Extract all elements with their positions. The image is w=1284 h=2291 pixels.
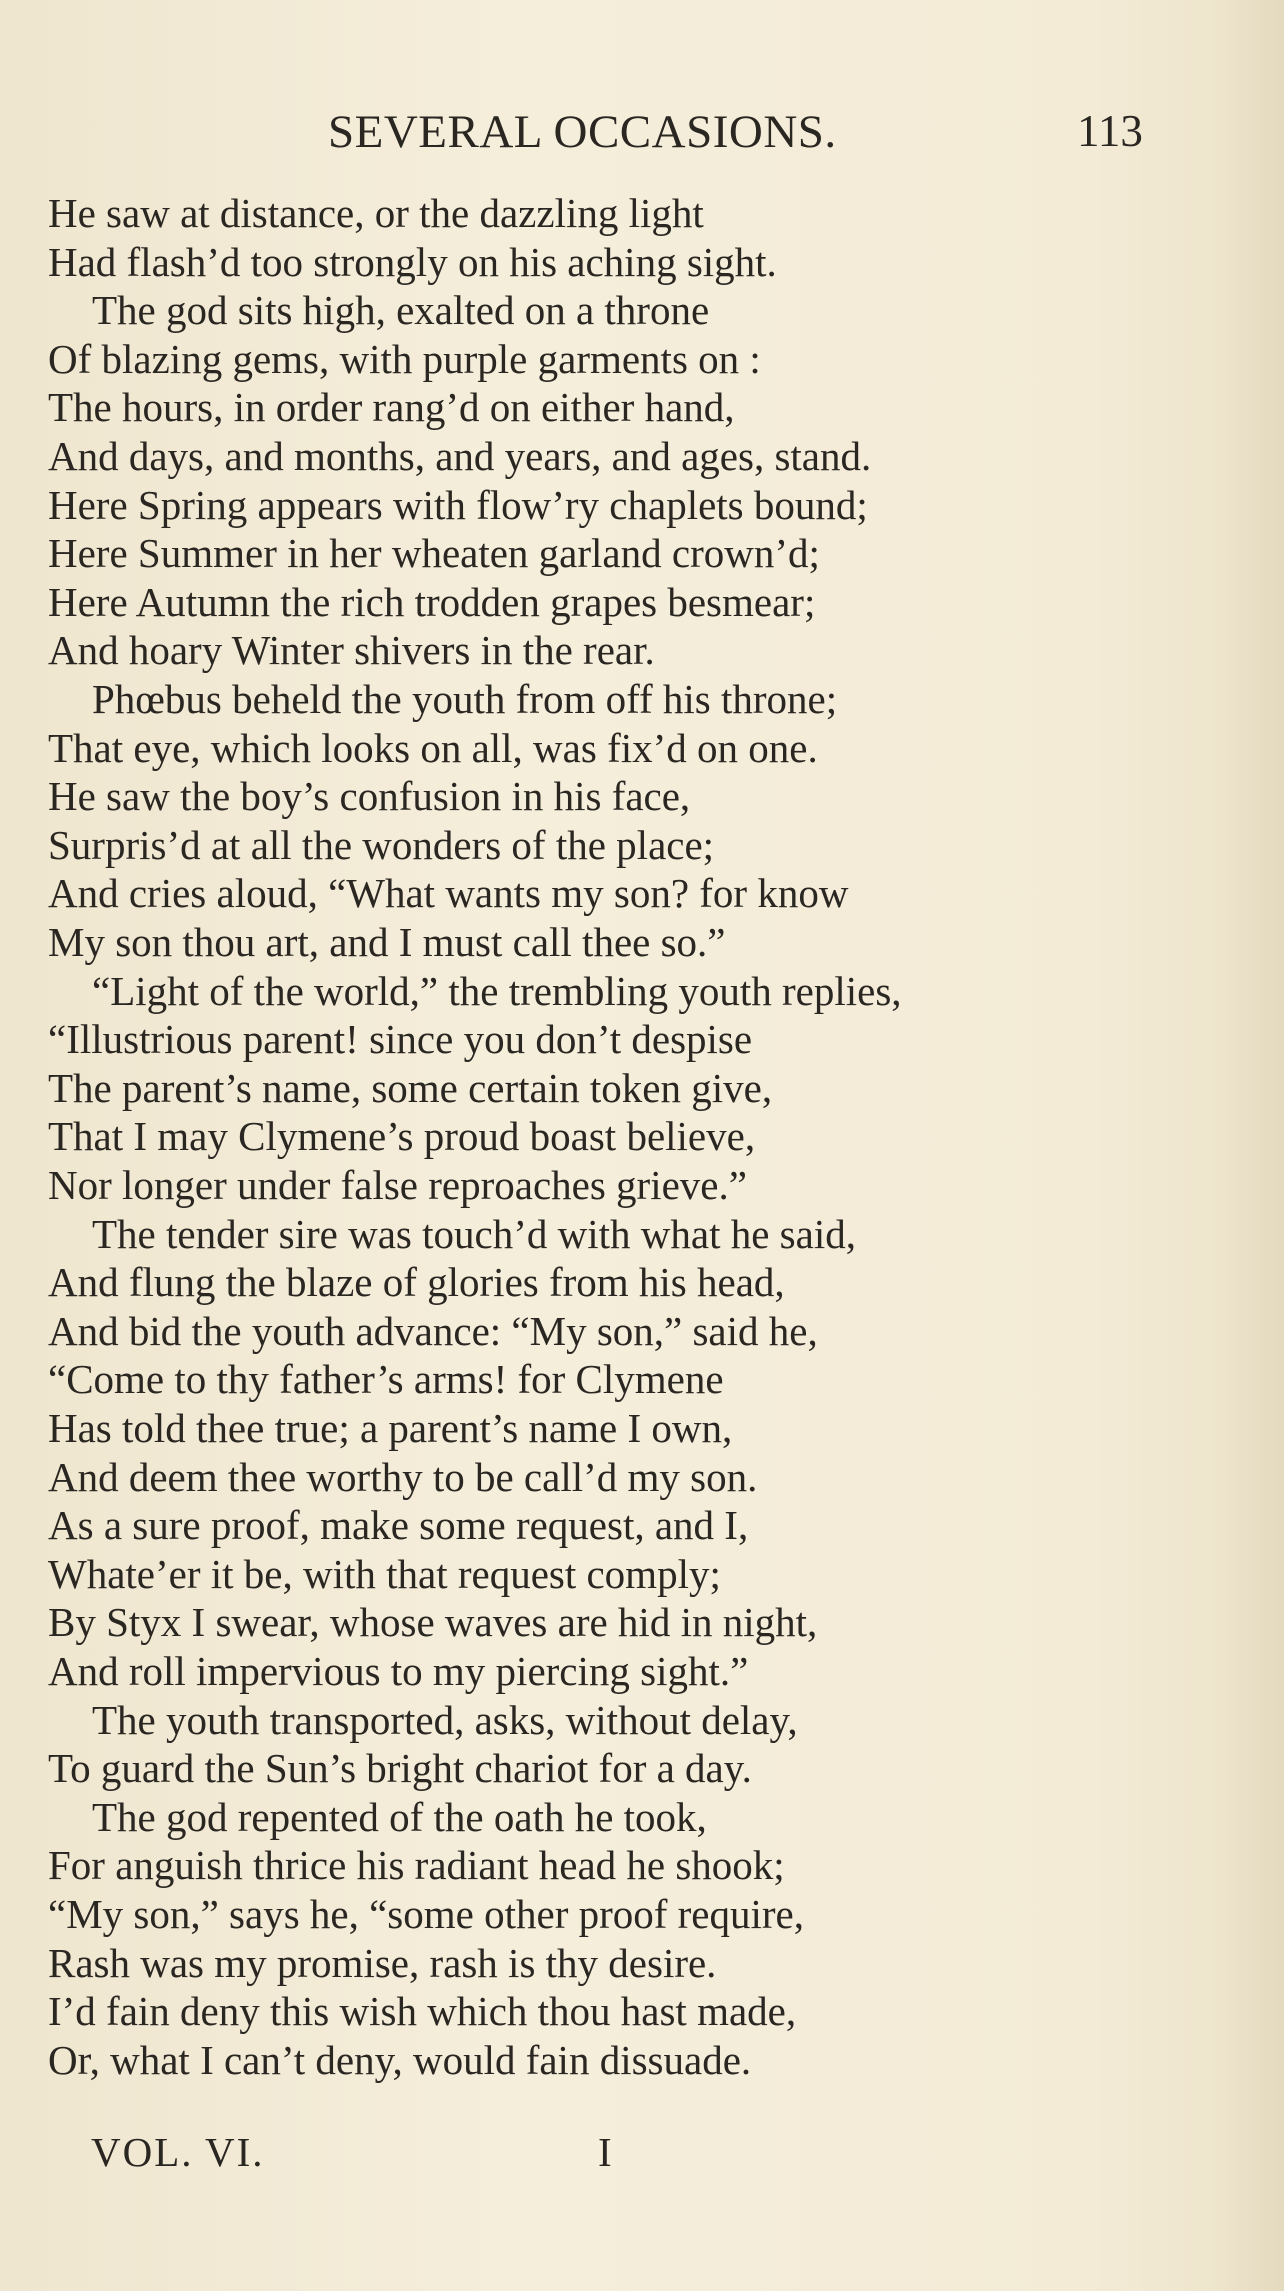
poem-line: As a sure proof, make some request, and I,: [48, 1502, 749, 1549]
poem-line: And flung the blaze of glories from his head,: [48, 1259, 785, 1306]
poem-line: Rash was my promise, rash is thy desire.: [48, 1939, 717, 1986]
volume-label: VOL. VI.: [91, 2129, 265, 2175]
poem-line: The youth transported, asks, without delay,: [92, 1696, 798, 1743]
poem-line: Of blazing gems, with purple garments on :: [48, 335, 761, 382]
poem-line: The tender sire was touch’d with what he said,: [92, 1210, 856, 1257]
page-edge-shadow: [1214, 0, 1284, 2291]
poem-line: Has told thee true; a parent’s name I own,: [48, 1405, 733, 1451]
poem-line: Nor longer under false reproaches grieve.”: [48, 1162, 747, 1208]
poem-line: My son thou art, and I must call thee so.”: [48, 919, 726, 965]
poem-line: And deem thee worthy to be call’d my son.: [48, 1453, 758, 1500]
poem-line: And cries aloud, “What wants my son? for know: [48, 870, 849, 917]
poem-line: Had flash’d too strongly on his aching sight.: [48, 238, 777, 285]
poem-line: For anguish thrice his radiant head he shook;: [48, 1842, 785, 1889]
poem-line: The god repented of the oath he took,: [92, 1793, 707, 1840]
poem-line: By Styx I swear, whose waves are hid in night,: [48, 1599, 818, 1646]
poem-line: “Light of the world,” the trembling youth replies,: [92, 967, 902, 1014]
running-head: SEVERAL OCCASIONS.: [328, 106, 837, 158]
poem-line: “My son,” says he, “some other proof require,: [48, 1891, 804, 1937]
poem-line: Phœbus beheld the youth from off his throne;: [92, 676, 838, 722]
poem-line: Here Summer in her wheaten garland crown’d;: [48, 530, 820, 577]
poem-line: I’d fain deny this wish which thou hast made,: [48, 1988, 797, 2035]
page-number: 113: [1077, 106, 1143, 156]
poem-line: Whate’er it be, with that request comply;: [48, 1550, 721, 1597]
poem-line: The god sits high, exalted on a throne: [92, 287, 710, 334]
poem-line: The hours, in order rang’d on either hand,: [48, 384, 735, 431]
poem-line: And hoary Winter shivers in the rear.: [48, 627, 655, 674]
poem-line: Surpris’d at all the wonders of the place;: [48, 821, 715, 868]
poem-line: That eye, which looks on all, was fix’d on one.: [48, 724, 818, 771]
poem-line: “Illustrious parent! since you don’t despise: [48, 1016, 753, 1063]
poem-line: And roll impervious to my piercing sight.”: [48, 1648, 749, 1694]
poem-line: Here Autumn the rich trodden grapes besmear;: [48, 578, 816, 625]
page-header: [0, 105, 1284, 165]
poem-line: He saw the boy’s confusion in his face,: [48, 773, 691, 820]
poem-line: To guard the Sun’s bright chariot for a day.: [48, 1745, 752, 1792]
poem-line: The parent’s name, some certain token give,: [48, 1064, 773, 1111]
poem-line: “Come to thy father’s arms! for Clymene: [48, 1356, 724, 1403]
page-footer: [0, 2128, 1284, 2188]
poem-line: He saw at distance, or the dazzling light: [48, 190, 704, 236]
poem-line: And days, and months, and years, and ages, stand.: [48, 433, 872, 479]
signature-mark: I: [598, 2129, 612, 2175]
poem-line: That I may Clymene’s proud boast believe,: [48, 1113, 756, 1160]
poem-line: Here Spring appears with flow’ry chaplets bound;: [48, 481, 868, 528]
poem-line: And bid the youth advance: “My son,” said he,: [48, 1307, 818, 1354]
poem-line: Or, what I can’t deny, would fain dissuade.: [48, 2036, 752, 2083]
